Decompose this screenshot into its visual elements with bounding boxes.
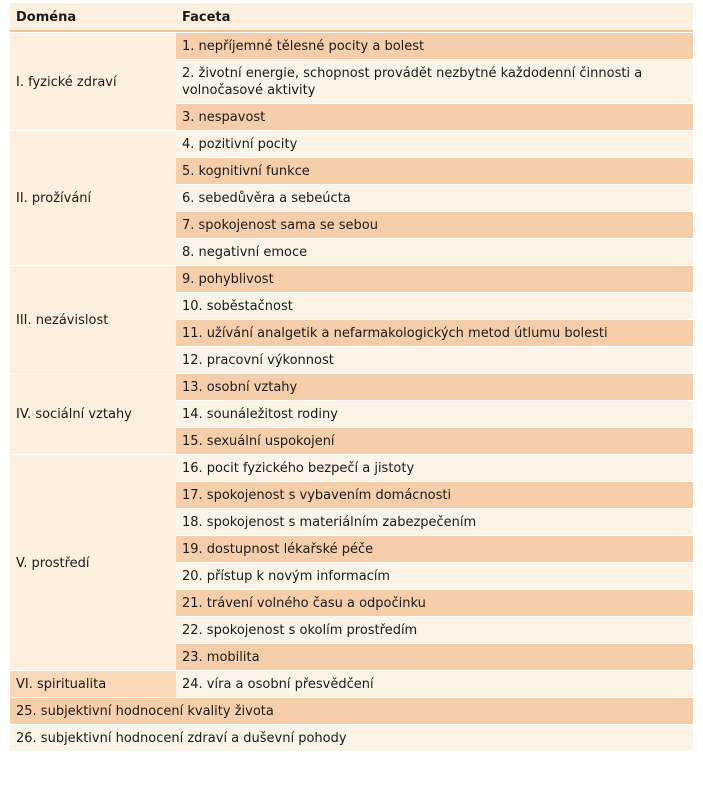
table-header-row [10,3,693,32]
domain-cell: V. prostředí [10,454,176,670]
facet-cell: 1. nepříjemné tělesné pocity a bolest [176,32,693,59]
facet-cell: 17. spokojenost s vybavením domácnosti [176,481,693,508]
domain-cell: II. prožívání [10,130,176,265]
header-facet: Faceta [176,3,693,32]
domain-cell: IV. sociální vztahy [10,373,176,454]
facet-cell: 13. osobní vztahy [176,373,693,400]
facet-cell: 7. spokojenost sama se sebou [176,211,693,238]
facet-cell: 23. mobilita [176,643,693,670]
facet-cell: 15. sexuální uspokojení [176,427,693,454]
table-row [10,32,693,59]
facet-cell: 22. spokojenost s okolím prostředím [176,616,693,643]
domain-cell: I. fyzické zdraví [10,32,176,130]
summary-cell: 25. subjektivní hodnocení kvality života [10,697,693,724]
domain-facet-table [10,3,693,751]
facet-cell: 6. sebedůvěra a sebeúcta [176,184,693,211]
facet-cell: 5. kognitivní funkce [176,157,693,184]
facet-cell: 20. přístup k novým informacím [176,562,693,589]
domain-cell: VI. spiritualita [10,670,176,697]
facet-cell: 4. pozitivní pocity [176,130,693,157]
summary-row [10,724,693,751]
facet-cell: 18. spokojenost s materiálním zabezpečením [176,508,693,535]
facet-cell: 9. pohyblivost [176,265,693,292]
facet-cell: 8. negativní emoce [176,238,693,265]
facet-cell: 19. dostupnost lékařské péče [176,535,693,562]
facet-cell: 2. životní energie, schopnost provádět nezbytné každodenní činnosti a volnočasové aktivity [176,59,693,103]
facet-cell: 12. pracovní výkonnost [176,346,693,373]
table-row [10,373,693,400]
summary-cell: 26. subjektivní hodnocení zdraví a duševní pohody [10,724,693,751]
facet-cell: 3. nespavost [176,103,693,130]
facet-cell: 16. pocit fyzického bezpečí a jistoty [176,454,693,481]
table-body [10,32,693,751]
facet-cell: 10. soběstačnost [176,292,693,319]
facet-cell: 21. trávení volného času a odpočinku [176,589,693,616]
facet-cell: 14. sounáležitost rodiny [176,400,693,427]
table-row [10,265,693,292]
header-domain: Doména [10,3,176,32]
facet-cell: 11. užívání analgetik a nefarmakologických metod útlumu bolesti [176,319,693,346]
domain-cell: III. nezávislost [10,265,176,373]
table-row [10,670,693,697]
facet-cell: 24. víra a osobní přesvědčení [176,670,693,697]
table-row [10,130,693,157]
facet-table-container [10,3,693,751]
table-row [10,454,693,481]
summary-row [10,697,693,724]
